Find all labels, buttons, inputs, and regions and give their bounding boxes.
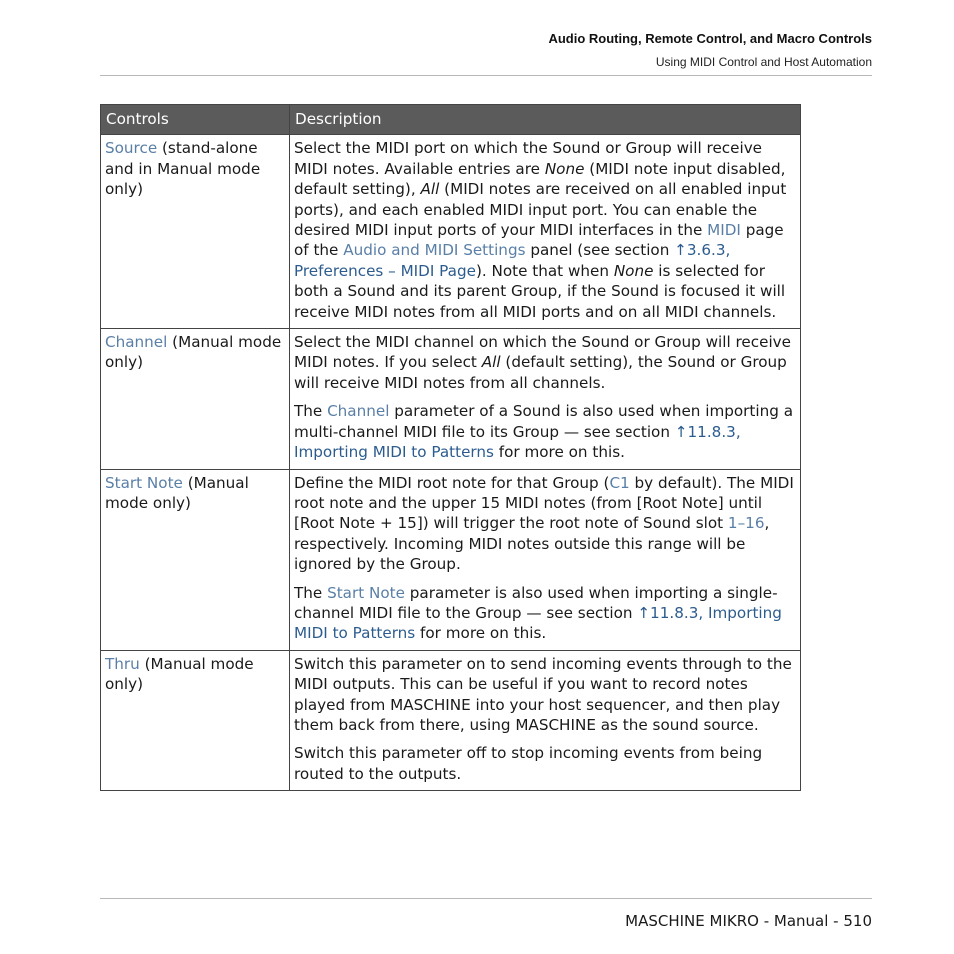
control-name: Source: [105, 139, 158, 158]
control-mode-note: (Manual mode only): [105, 333, 282, 372]
column-header-description: Description: [290, 105, 801, 135]
emphasized-value: None: [613, 261, 654, 280]
parameter-reference: Channel: [327, 402, 390, 421]
controls-table: [100, 104, 801, 791]
section-link[interactable]: ↑11.8.3, Importing MIDI to Patterns: [294, 603, 782, 643]
description-paragraph: [294, 743, 796, 784]
description-paragraph: [294, 583, 796, 644]
parameter-reference: Audio and MIDI Settings: [343, 241, 526, 260]
description-cell: [290, 135, 801, 329]
section-subtitle: Using MIDI Control and Host Automation: [655, 55, 872, 69]
control-cell: [101, 329, 290, 469]
description-text: is selected for both a Sound and its parent Group, if the Sound is focused it will receive MIDI notes from all MIDI ports and on all MIDI channels.: [294, 261, 786, 321]
description-paragraph: [294, 332, 796, 393]
description-text: (MIDI notes are received on all enabled input ports), and each enabled MIDI input port. You can enable the desired MIDI input ports of your MIDI interfaces in the: [294, 180, 787, 240]
description-text: for more on this.: [493, 443, 625, 462]
control-mode-note: (stand-alone and in Manual mode only): [105, 139, 261, 199]
parameter-reference: MIDI: [707, 221, 741, 240]
description-paragraph: [294, 654, 796, 736]
parameter-reference: C1: [609, 473, 630, 492]
column-header-controls: Controls: [101, 105, 290, 135]
description-cell: [290, 329, 801, 469]
emphasized-value: All: [481, 353, 501, 372]
description-text: page of the: [294, 221, 784, 260]
description-text: (MIDI note input disabled, default setting),: [294, 159, 786, 199]
table-row: [101, 329, 801, 469]
description-text: , respectively. Incoming MIDI notes outside this range will be ignored by the Group.: [294, 514, 770, 574]
table-header-row: [101, 105, 801, 135]
control-name: Channel: [105, 333, 168, 352]
description-text: Define the MIDI root note for that Group (: [294, 473, 610, 492]
emphasized-value: None: [544, 159, 585, 178]
control-cell: [101, 469, 290, 650]
control-mode-note: (Manual mode only): [105, 473, 249, 512]
description-text: Select the MIDI port on which the Sound or Group will receive MIDI notes. Available entries are: [294, 139, 763, 178]
section-link[interactable]: ↑3.6.3, Preferences – MIDI Page: [294, 241, 731, 280]
parameter-reference: Start Note: [327, 583, 405, 602]
description-paragraph: [294, 401, 796, 462]
control-cell: [101, 135, 290, 329]
control-mode-note: (Manual mode only): [105, 654, 254, 694]
description-paragraph: [294, 138, 796, 322]
description-paragraph: [294, 473, 796, 575]
control-cell: [101, 650, 290, 790]
description-text: (default setting), the Sound or Group will receive MIDI notes from all channels.: [294, 353, 787, 392]
page-footer: MASCHINE MIKRO - Manual - 510: [625, 912, 872, 930]
table-row: [101, 650, 801, 790]
chapter-title: Audio Routing, Remote Control, and Macro Controls: [548, 31, 872, 46]
section-link[interactable]: ↑11.8.3, Importing MIDI to Patterns: [294, 422, 741, 462]
description-text: for more on this.: [415, 624, 547, 643]
description-cell: [290, 650, 801, 790]
table-row: [101, 469, 801, 650]
emphasized-value: All: [420, 180, 440, 199]
footer-divider: [100, 898, 872, 899]
control-name: Start Note: [105, 473, 183, 492]
control-name: Thru: [105, 654, 140, 673]
description-text: Select the MIDI channel on which the Sound or Group will receive MIDI notes. If you select: [294, 333, 791, 372]
table-row: [101, 135, 801, 329]
description-text: Switch this parameter off to stop incoming events from being routed to the outputs.: [294, 744, 763, 783]
description-text: ). Note that when: [475, 261, 614, 280]
description-cell: [290, 469, 801, 650]
table-body: [101, 135, 801, 791]
description-text: parameter of a Sound is also used when importing a multi-channel MIDI file to its Group — see section: [294, 402, 794, 441]
description-text: The: [294, 583, 328, 602]
description-text: panel (see section: [525, 241, 675, 260]
parameter-reference: 1–16: [727, 514, 765, 533]
description-text: The: [294, 402, 328, 421]
description-text: by default). The MIDI root note and the upper 15 MIDI notes (from [Root Note] until [Root Note + 15]) will trigger the root note of Sound slot: [294, 473, 794, 533]
description-text: Switch this parameter on to send incoming events through to the MIDI outputs. This can be useful if you want to record notes played from MASCHINE into your host sequencer, and then play them back from there, using MASCHINE as the sound source.: [294, 654, 792, 734]
header-divider: [100, 75, 872, 76]
description-text: parameter is also used when importing a single-channel MIDI file to the Group — see section: [294, 583, 778, 622]
